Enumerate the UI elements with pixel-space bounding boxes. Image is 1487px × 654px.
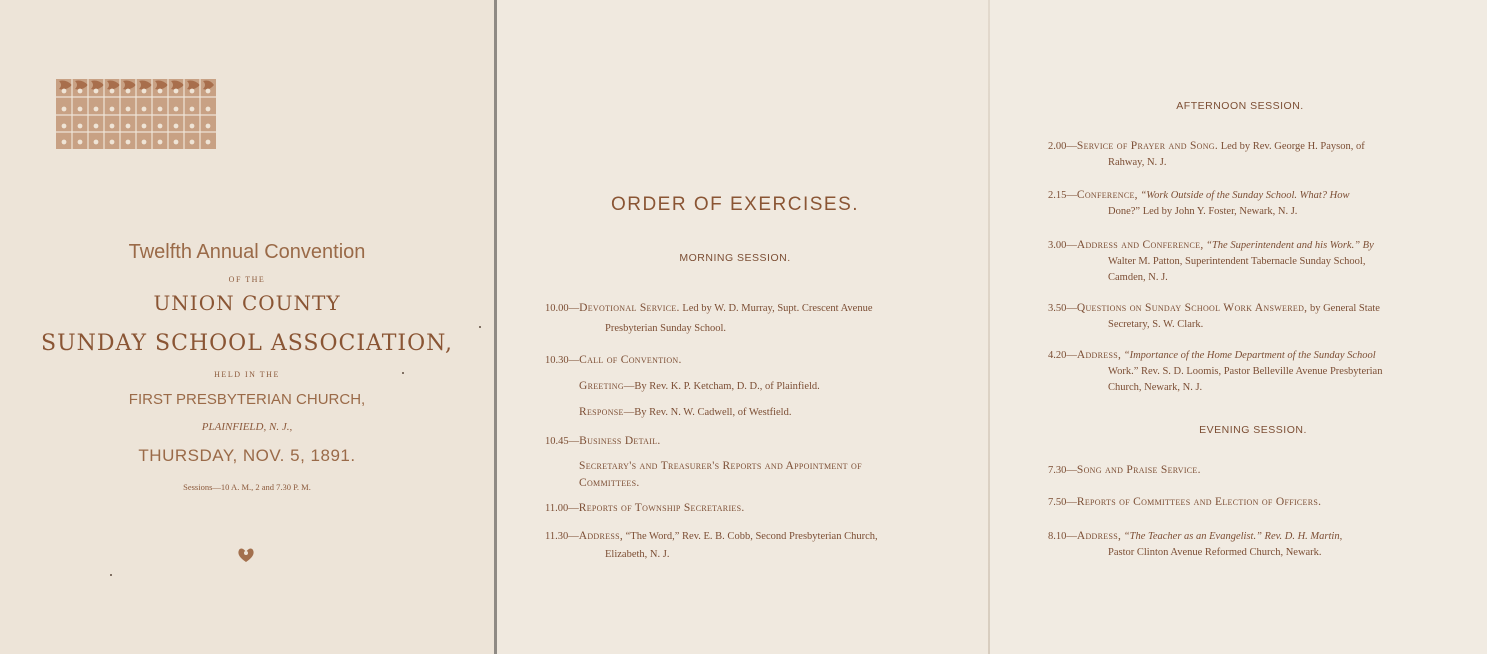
cover-panel bbox=[0, 0, 494, 654]
morning-item-3: Greeting—By Rev. K. P. Ketcham, D. D., of Plainfield. bbox=[579, 380, 820, 392]
cover-church: FIRST PRESBYTERIAN CHURCH, bbox=[128, 391, 366, 408]
morning-item-6: Secretary's and Treasurer's Reports and Appointment of Committees. bbox=[579, 460, 862, 489]
afternoon-item-2: 2.15—Conference, “Work Outside of the Sunday School. What? How Done?” Led by John Y. Foster, Newark, N. J. bbox=[1048, 189, 1350, 217]
morning-item-5: 10.45—Business Detail. bbox=[545, 435, 661, 447]
inside-right-panel bbox=[990, 0, 1487, 654]
cover-place: PLAINFIELD, N. J., bbox=[201, 421, 293, 433]
evening-item-2: 7.50—Reports of Committees and Election of Officers. bbox=[1048, 496, 1322, 508]
program-title: ORDER OF EXERCISES. bbox=[610, 194, 860, 215]
evening-session-heading: EVENING SESSION. bbox=[1199, 424, 1307, 436]
morning-item-8: 11.30—Address, “The Word,” Rev. E. B. Cobb, Second Presbyterian Church, Elizabeth, N. J. bbox=[545, 530, 878, 560]
cover-title-line2: UNION COUNTY bbox=[153, 291, 341, 315]
morning-session-heading: MORNING SESSION. bbox=[679, 252, 791, 264]
paper-speck bbox=[402, 372, 404, 374]
evening-item-1: 7.30—Song and Praise Service. bbox=[1048, 464, 1201, 476]
floral-ornament-icon bbox=[56, 79, 216, 149]
afternoon-item-3: 3.00—Address and Conference, “The Superintendent and his Work.” By Walter M. Patton, Superintendent Tabernacle Sunday School, Camden, N. J. bbox=[1048, 239, 1374, 283]
morning-item-7: 11.00—Reports of Township Secretaries. bbox=[545, 502, 745, 514]
afternoon-item-4: 3.50—Questions on Sunday School Work Answered, by General State Secretary, S. W. Clark. bbox=[1048, 302, 1380, 330]
afternoon-item-1: 2.00—Service of Prayer and Song. Led by Rev. George H. Payson, of Rahway, N. J. bbox=[1048, 140, 1365, 168]
morning-item-2: 10.30—Call of Convention. bbox=[545, 354, 682, 366]
cover-of-the: OF THE bbox=[228, 275, 266, 284]
morning-item-1: 10.00—Devotional Service. Led by W. D. Murray, Supt. Crescent Avenue Presbyterian Sunday School. bbox=[545, 302, 873, 334]
cover-sessions: Sessions—10 A. M., 2 and 7.30 P. M. bbox=[183, 482, 311, 492]
afternoon-item-5: 4.20—Address, “Importance of the Home Department of the Sunday School Work.” Rev. S. D. Loomis, Pastor Belleville Avenue Presbyterian Church, Newark, N. J. bbox=[1048, 349, 1383, 393]
evening-item-3: 8.10—Address, “The Teacher as an Evangelist.” Rev. D. H. Martin, Pastor Clinton Avenue Reformed Church, Newark. bbox=[1048, 530, 1343, 558]
cover-date: THURSDAY, NOV. 5, 1891. bbox=[138, 446, 356, 465]
cover-title-line1: Twelfth Annual Convention bbox=[128, 241, 366, 263]
afternoon-session-heading: AFTERNOON SESSION. bbox=[1176, 100, 1304, 112]
paper-speck bbox=[110, 574, 112, 576]
paper-speck bbox=[479, 326, 481, 328]
inside-left-panel bbox=[497, 0, 990, 654]
cover-title-line3: SUNDAY SCHOOL ASSOCIATION, bbox=[41, 331, 453, 356]
flower-emblem-icon bbox=[236, 546, 256, 564]
morning-item-4: Response—By Rev. N. W. Cadwell, of Westfield. bbox=[579, 406, 792, 418]
cover-held-in-the: HELD IN THE bbox=[214, 370, 280, 379]
